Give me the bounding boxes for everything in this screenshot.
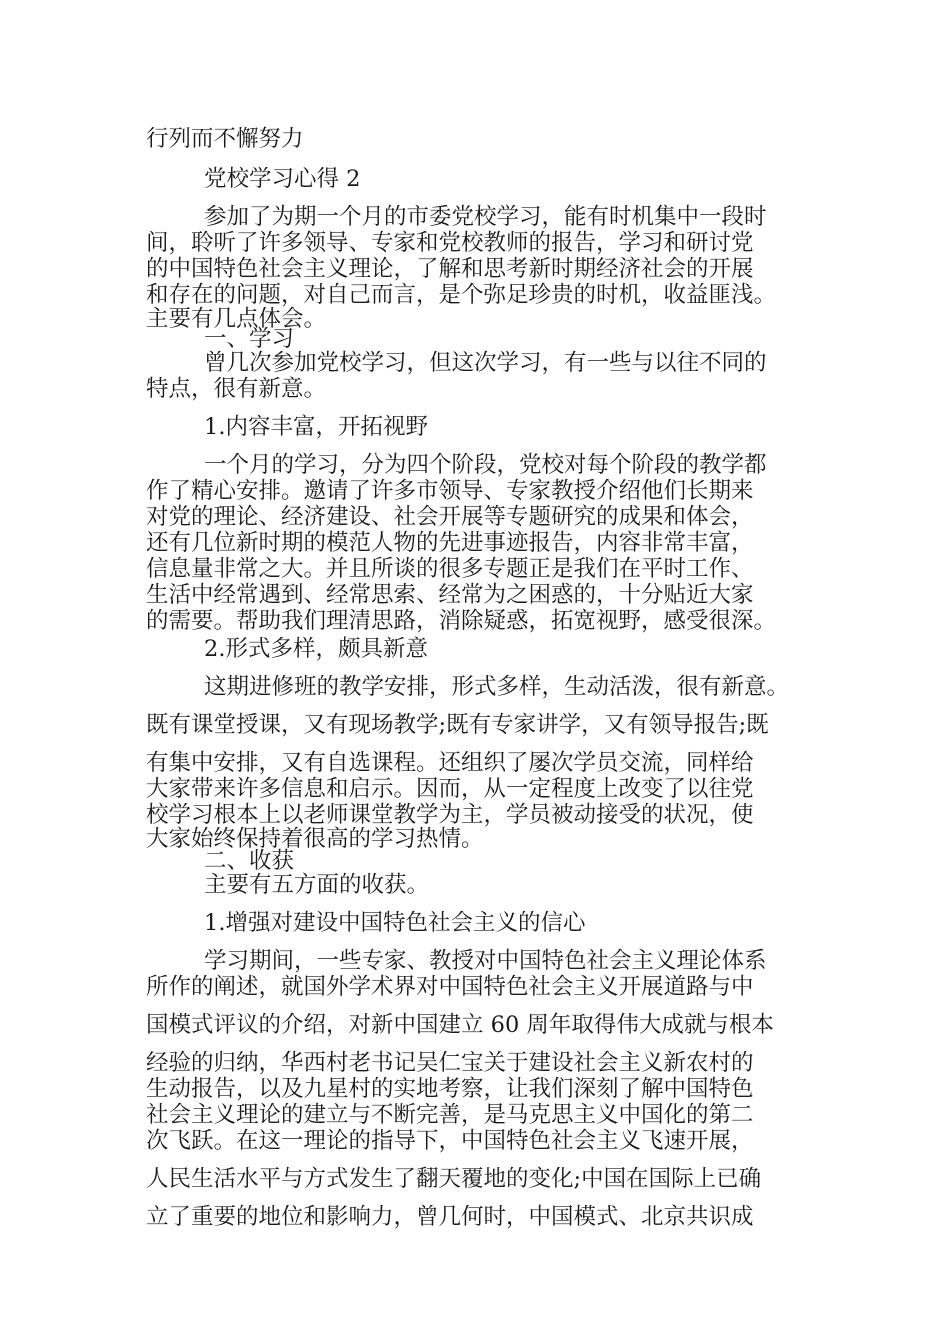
- text-line: 有集中安排，又有自选课程。还组织了屡次学员交流，同样给: [146, 750, 754, 776]
- text-line: 和存在的问题，对自己而言，是个弥足珍贵的时机，收益匪浅。: [146, 282, 777, 308]
- text-line: 所作的阐述，就国外学术界对中国特色社会主义开展道路与中: [146, 974, 754, 1000]
- text-line: 信息量非常之大。并且所谈的很多专题正是我们在平时工作、: [146, 556, 754, 582]
- text-line: 经验的归纳，华西村老书记吴仁宝关于建设社会主义新农村的: [146, 1050, 754, 1076]
- text-line: 主要有五方面的收获。: [204, 872, 430, 898]
- subsection-heading: 1.内容丰富，开拓视野: [204, 414, 428, 440]
- text-line: 对党的理论、经济建设、社会开展等专题研究的成果和体会，: [146, 504, 754, 530]
- text-line: 曾几次参加党校学习，但这次学习，有一些与以往不同的: [204, 350, 767, 376]
- text-line: 校学习根本上以老师课堂教学为主，学员被动接受的状况，使: [146, 802, 754, 828]
- text-line: 间，聆听了许多领导、专家和党校教师的报告，学习和研讨党: [146, 230, 754, 256]
- text-line: 参加了为期一个月的市委党校学习，能有时机集中一段时: [204, 204, 767, 230]
- text-line: 立了重要的地位和影响力，曾几何时，中国模式、北京共识成: [146, 1204, 754, 1230]
- section-heading: 党校学习心得 2: [204, 166, 361, 192]
- text-line: 既有课堂授课，又有现场教学;既有专家讲学，又有领导报告;既: [146, 712, 769, 738]
- text-line: 还有几位新时期的模范人物的先进事迹报告，内容非常丰富，: [146, 530, 754, 556]
- text-line: 这期进修班的教学安排，形式多样，生动活泼，很有新意。: [204, 674, 790, 700]
- text-line: 大家带来许多信息和启示。因而，从一定程度上改变了以往党: [146, 776, 754, 802]
- text-line: 国模式评议的介绍，对新中国建立 60 周年取得伟大成就与根本: [146, 1012, 774, 1038]
- section-heading: 一、学习: [204, 326, 295, 352]
- section-heading: 二、收获: [204, 848, 295, 874]
- text-line: 的需要。帮助我们理清思路，消除疑惑，拓宽视野，感受很深。: [146, 608, 777, 634]
- text-line: 行列而不懈努力: [146, 126, 304, 152]
- text-line: 大家始终保持着很高的学习热情。: [146, 826, 484, 852]
- text-line: 一个月的学习，分为四个阶段，党校对每个阶段的教学都: [204, 452, 767, 478]
- text-line: 作了精心安排。邀请了许多市领导、专家教授介绍他们长期来: [146, 478, 754, 504]
- text-line: 人民生活水平与方式发生了翻天覆地的变化;中国在国际上已确: [146, 1166, 762, 1192]
- subsection-heading: 1.增强对建设中国特色社会主义的信心: [204, 910, 586, 936]
- text-line: 特点，很有新意。: [146, 376, 327, 402]
- text-line: 学习期间，一些专家、教授对中国特色社会主义理论体系: [204, 948, 767, 974]
- text-line: 社会主义理论的建立与不断完善，是马克思主义中国化的第二: [146, 1102, 754, 1128]
- text-line: 主要有几点体会。: [146, 306, 327, 332]
- text-line: 生动报告，以及九星村的实地考察，让我们深刻了解中国特色: [146, 1076, 754, 1102]
- text-line: 的中国特色社会主义理论，了解和思考新时期经济社会的开展: [146, 256, 754, 282]
- subsection-heading: 2.形式多样，颇具新意: [204, 636, 428, 662]
- text-line: 次飞跃。在这一理论的指导下，中国特色社会主义飞速开展，: [146, 1128, 754, 1154]
- text-line: 生活中经常遇到、经常思索、经常为之困惑的，十分贴近大家: [146, 582, 754, 608]
